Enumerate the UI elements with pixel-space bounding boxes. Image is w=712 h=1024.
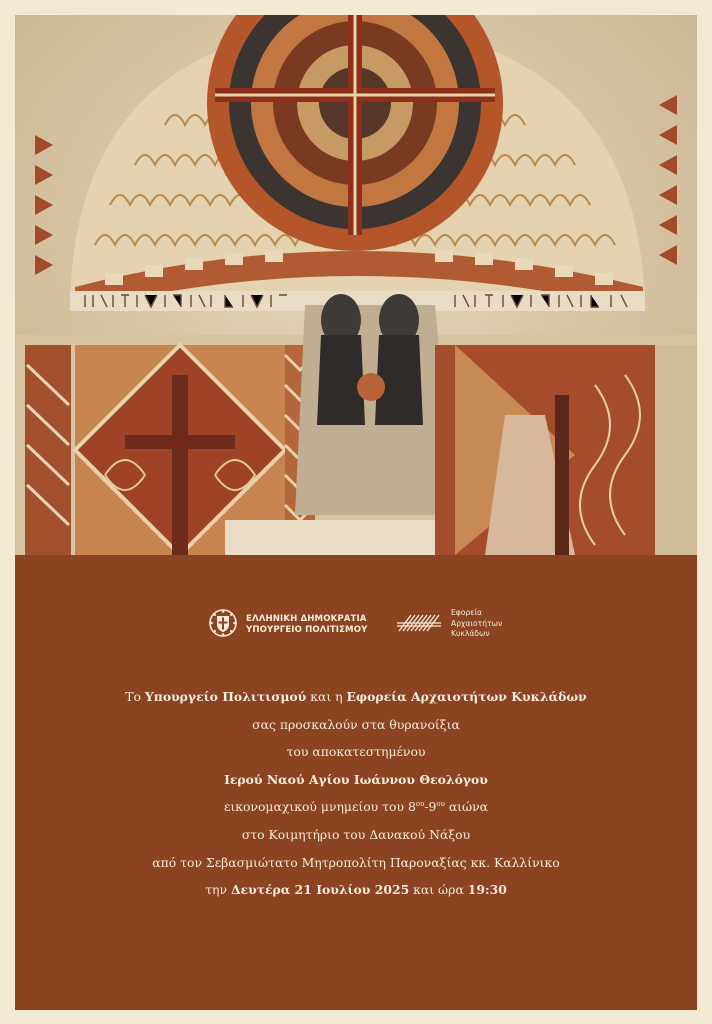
ephorate-logo-line3: Κυκλάδων [451,629,490,638]
ephorate-logo-line1: Εφορεία [451,608,482,617]
ordinal-suffix: ου [415,800,425,809]
invitation-line-6: στο Κοιμητήριο του Δανακού Νάξου [241,826,471,842]
invitation-line-3: του αποκατεστημένου [286,744,426,760]
text-segment: και ώρα [409,882,468,898]
text-segment: Το [125,689,145,704]
event-date: Δευτέρα 21 Ιουλίου 2025 [230,882,410,898]
ephorate-name: Εφορεία Αρχαιοτήτων Κυκλάδων [346,689,587,704]
fresco-illustration [15,15,697,555]
invitation-line-7: από τον Σεβασμιώτατο Μητροπολίτη Παροναξίας κκ. Καλλίνικο [152,854,560,870]
invitation-line-4 [15,766,697,794]
text-segment: αιώνα [444,799,489,815]
invitation-text [15,683,697,904]
ephorate-logo [397,605,537,645]
invitation-panel [15,555,697,1010]
fresco-photo [15,15,697,555]
text-segment: εικονομαχικού μνημείου του 8 [223,799,416,815]
text-segment: την [205,882,231,898]
text-segment: -9 [424,799,437,815]
greek-state-seal-icon [208,608,238,638]
ordinal-suffix: ου [436,800,445,809]
invitation-line-1 [15,683,697,711]
ephorate-logo-text [451,608,502,640]
ministry-logo-line1: ΕΛΛΗΝΙΚΗ ΔΗΜΟΚΡΑΤΙΑ [246,614,367,624]
ministry-name: Υπουργείο Πολιτισμού [144,689,307,704]
ministry-logo-line2: ΥΠΟΥΡΓΕΙΟ ΠΟΛΙΤΙΣΜΟΥ [246,625,368,635]
text-segment: και η [306,689,347,704]
ministry-logo [208,608,368,640]
logos-row [15,605,697,645]
church-name: Ιερού Ναού Αγίου Ιωάννου Θεολόγου [224,771,488,787]
event-time: 19:30 [467,882,507,898]
invitation-line-5 [15,793,697,821]
ephorate-stripes-icon [397,611,443,635]
invitation-line-2: σας προσκαλούν στα θυρανοίξια [252,716,460,732]
invitation-line-8 [15,876,697,904]
ephorate-logo-line2: Αρχαιοτήτων [451,618,503,628]
